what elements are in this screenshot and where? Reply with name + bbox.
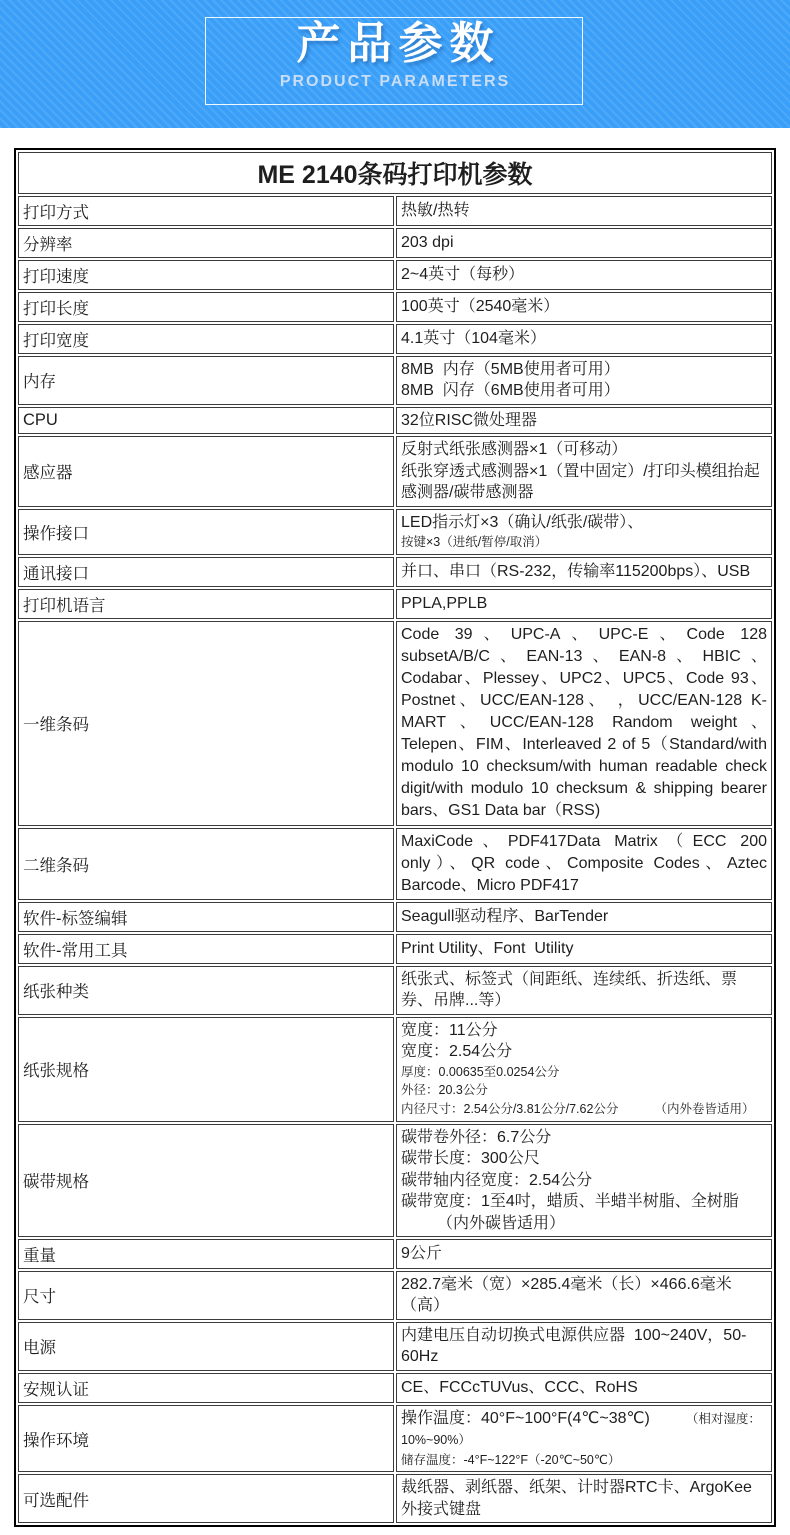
- param-value-line: 9公斤: [401, 1245, 442, 1263]
- page-title: 产品参数: [296, 19, 501, 68]
- param-value-line: LED指示灯×3（确认/纸张/碳带）、: [401, 513, 644, 531]
- table-row: [18, 934, 772, 964]
- table-row: [18, 356, 772, 405]
- param-value: [396, 966, 772, 1015]
- param-value: [396, 1271, 772, 1320]
- table-title-row: [18, 152, 772, 194]
- param-value-line: Print Utility、Font Utility: [401, 940, 574, 958]
- param-label: 碳带规格: [18, 1124, 394, 1237]
- param-value: [396, 356, 772, 405]
- table-row: [18, 260, 772, 290]
- param-value-line: 外径：20.3公分: [401, 1083, 488, 1098]
- param-value-line: Seagull驱动程序、BarTender: [401, 908, 609, 926]
- table-row: [18, 589, 772, 619]
- param-value: [396, 509, 772, 555]
- param-value: [396, 1239, 772, 1269]
- param-label: 二维条码: [18, 828, 394, 900]
- param-value-line: 宽度：11公分: [401, 1021, 498, 1039]
- table-row: [18, 902, 772, 932]
- param-value: [396, 292, 772, 322]
- param-label: 一维条码: [18, 621, 394, 826]
- table-row: [18, 509, 772, 555]
- param-value-line: 热敏/热转: [401, 202, 470, 220]
- param-value-note: （相对湿度：10%~90%）: [401, 1411, 761, 1448]
- param-label: 打印速度: [18, 260, 394, 290]
- param-value-line: 2~4英寸（每秒）: [401, 266, 525, 284]
- param-value-line: 碳带宽度：1至4吋，蜡质、半蜡半树脂、全树脂（内外碳皆适用）: [401, 1193, 739, 1232]
- param-value-line: 282.7毫米（宽）×285.4毫米（长）×466.6毫米（高）: [401, 1275, 732, 1315]
- table-row: [18, 828, 772, 900]
- param-value-line: 裁纸器、剥纸器、纸架、计时器RTC卡、ArgoKee 外接式键盘: [401, 1479, 761, 1518]
- param-value: [396, 902, 772, 932]
- param-value-note: （内外卷皆适用）: [654, 1102, 755, 1116]
- param-value-line: 碳带卷外径：6.7公分: [401, 1128, 552, 1146]
- param-value: [396, 828, 772, 900]
- param-value-line: 203 dpi: [401, 234, 454, 252]
- param-value-note: （内外碳皆适用）: [437, 1214, 566, 1232]
- param-label: 打印方式: [18, 196, 394, 226]
- table-title: ME 2140条码打印机参数: [18, 152, 772, 194]
- param-value: [396, 196, 772, 226]
- param-value-line: MaxiCode、PDF417Data Matrix（ECC 200 only）、QR code、Composite Codes、Aztec Barcode、Micro PDF417: [401, 832, 767, 894]
- param-label: 内存: [18, 356, 394, 405]
- table-row: [18, 1124, 772, 1237]
- table-row: [18, 557, 772, 587]
- param-value-line: Code 39、UPC-A、UPC-E、Code 128 subsetA/B/C、EAN-13、EAN-8、HBIC、Codabar、Plessey、UPC2、UPC5、Code 93、Postnet、UCC/EAN-128、 ，UCC/EAN-128 K-MART、UCC/EAN-128 Random weight、Telepen、FIM、Interleaved 2 of 5（Standard/with modulo 10 checksum/with human readable check digit/with modulo 10 checksum & shipping bearer bars、GS1 Data bar（RSS): [401, 625, 767, 820]
- table-row: [18, 407, 772, 434]
- param-label: 可选配件: [18, 1474, 394, 1523]
- param-value: [396, 260, 772, 290]
- param-value-line: 纸张穿透式感测器×1（置中固定）/打印头模组抬起感测器/碳带感测器: [401, 462, 760, 502]
- param-label: 分辨率: [18, 228, 394, 258]
- param-value-line: 碳带长度：300公尺: [401, 1150, 540, 1168]
- param-label: 打印宽度: [18, 324, 394, 354]
- param-label: 电源: [18, 1322, 394, 1371]
- table-row: [18, 621, 772, 826]
- table-row: [18, 1239, 772, 1269]
- param-value-line: 内建电压自动切换式电源供应器 100~240V，50-60Hz: [401, 1326, 747, 1366]
- table-row: [18, 1373, 772, 1403]
- param-value-line: 8MB 内存（5MB使用者可用）: [401, 361, 620, 378]
- param-value: [396, 621, 772, 826]
- param-value-line: 反射式纸张感测器×1（可移动）: [401, 441, 628, 459]
- spec-table: [14, 148, 776, 1527]
- param-label: 软件-常用工具: [18, 934, 394, 964]
- param-value: [396, 934, 772, 964]
- table-row: [18, 966, 772, 1015]
- param-value-line: 内径尺寸：2.54公分/3.81公分/7.62公分 （内外卷皆适用）: [401, 1102, 755, 1116]
- param-value: [396, 436, 772, 506]
- param-value: [396, 1124, 772, 1237]
- param-value-line: 碳带轴内径宽度：2.54公分: [401, 1171, 593, 1189]
- param-label: 感应器: [18, 436, 394, 506]
- param-label: 打印机语言: [18, 589, 394, 619]
- param-value: [396, 407, 772, 434]
- param-value-line: PPLA,PPLB: [401, 595, 488, 613]
- param-label: 纸张规格: [18, 1017, 394, 1122]
- param-label: 重量: [18, 1239, 394, 1269]
- table-row: [18, 196, 772, 226]
- param-label: 纸张种类: [18, 966, 394, 1015]
- table-row: [18, 1405, 772, 1473]
- param-label: CPU: [18, 407, 394, 434]
- param-value-line: 储存温度：-4°F~122°F（-20℃~50℃）: [401, 1452, 621, 1467]
- param-value: [396, 1322, 772, 1371]
- param-value-line: CE、FCCcTUVus、CCC、RoHS: [401, 1378, 638, 1396]
- param-label: 尺寸: [18, 1271, 394, 1320]
- table-row: [18, 324, 772, 354]
- param-label: 操作环境: [18, 1405, 394, 1473]
- param-value-line: 按键×3（进纸/暂停/取消）: [401, 535, 548, 550]
- spec-table-body: [18, 152, 772, 1523]
- table-row: [18, 436, 772, 506]
- table-row: [18, 1474, 772, 1523]
- param-value: [396, 1474, 772, 1523]
- table-row: [18, 292, 772, 322]
- table-row: [18, 1322, 772, 1371]
- param-value-line: 操作温度：40°F~100°F(4℃~38℃) （相对湿度：10%~90%）: [401, 1409, 761, 1448]
- param-label: 打印长度: [18, 292, 394, 322]
- param-value-line: 宽度：2.54公分: [401, 1043, 513, 1061]
- param-value: [396, 1373, 772, 1403]
- param-value-line: 32位RISC微处理器: [401, 411, 538, 429]
- param-value-line: 4.1英寸（104毫米）: [401, 330, 546, 348]
- product-parameters-banner: [0, 0, 790, 128]
- param-value-line: 纸张式、标签式（间距纸、连续纸、折迭纸、票券、吊牌...等）: [401, 970, 738, 1010]
- param-value-line: 并口、串口（RS-232，传输率115200bps）、USB: [401, 563, 751, 581]
- table-row: [18, 228, 772, 258]
- param-value: [396, 1017, 772, 1122]
- param-label: 安规认证: [18, 1373, 394, 1403]
- param-value: [396, 557, 772, 587]
- param-value: [396, 1405, 772, 1473]
- param-value: [396, 228, 772, 258]
- table-row: [18, 1271, 772, 1320]
- param-value-line: 8MB 闪存（6MB使用者可用）: [401, 382, 620, 400]
- table-row: [18, 1017, 772, 1122]
- param-value: [396, 589, 772, 619]
- param-label: 通讯接口: [18, 557, 394, 587]
- param-label: 软件-标签编辑: [18, 902, 394, 932]
- param-label: 操作接口: [18, 509, 394, 555]
- page-subtitle: PRODUCT PARAMETERS: [279, 73, 511, 90]
- param-value: [396, 324, 772, 354]
- param-value-line: 厚度：0.00635至0.0254公分: [401, 1064, 560, 1079]
- spec-table-wrapper: [0, 128, 790, 1535]
- param-value-line: 100英寸（2540毫米）: [401, 298, 560, 316]
